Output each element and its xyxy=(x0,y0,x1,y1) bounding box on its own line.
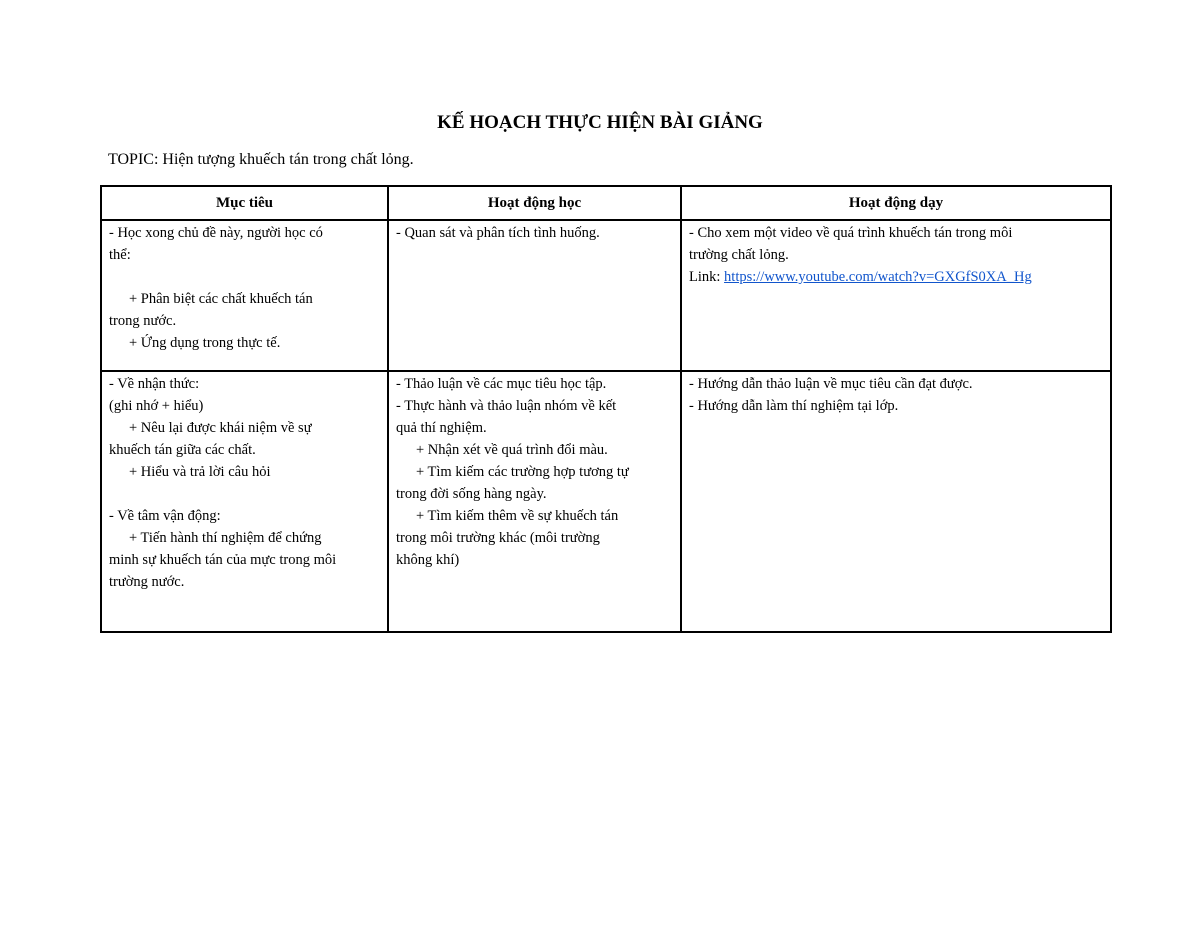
cell-text: minh sự khuếch tán của mực trong môi xyxy=(109,552,337,568)
teaching-activities-cell xyxy=(681,220,1111,371)
header-learning-activities: Hoạt động học xyxy=(388,186,681,220)
blank-line xyxy=(109,266,381,288)
learning-activities-cell xyxy=(388,371,681,632)
cell-text: - Hướng dẫn làm thí nghiệm tại lớp. xyxy=(689,398,899,414)
cell-text: trường nước. xyxy=(109,574,185,590)
link-prefix: Link: xyxy=(689,269,725,285)
cell-text: + Tiến hành thí nghiệm để chứng xyxy=(129,530,322,546)
link-line xyxy=(689,266,1104,288)
cell-text: + Phân biệt các chất khuếch tán xyxy=(129,291,313,307)
cell-text: + Tìm kiếm các trường hợp tương tự xyxy=(416,464,629,480)
table-header-row xyxy=(101,186,1111,220)
cell-text: - Về nhận thức: xyxy=(109,376,200,392)
cell-text: không khí) xyxy=(396,552,460,568)
cell-text: (ghi nhớ + hiểu) xyxy=(109,398,204,414)
cell-text: - Quan sát và phân tích tình huống. xyxy=(396,225,600,241)
cell-text: trong nước. xyxy=(109,313,177,329)
cell-text: - Học xong chủ đề này, người học có xyxy=(109,225,323,241)
cell-text: + Hiểu và trả lời câu hỏi xyxy=(129,464,271,480)
cell-text: + Ứng dụng trong thực tế. xyxy=(129,335,281,351)
blank-line xyxy=(109,483,381,505)
cell-text: - Cho xem một video về quá trình khuếch tán trong môi xyxy=(689,225,1013,241)
learning-activities-cell xyxy=(388,220,681,371)
table-row xyxy=(101,371,1111,632)
table-row xyxy=(101,220,1111,371)
cell-text: + Tìm kiếm thêm về sự khuếch tán xyxy=(416,508,619,524)
cell-text: - Về tâm vận động: xyxy=(109,508,221,524)
cell-text: thể: xyxy=(109,247,131,263)
cell-text: khuếch tán giữa các chất. xyxy=(109,442,256,458)
cell-text: - Thảo luận về các mục tiêu học tập. xyxy=(396,376,607,392)
objectives-cell xyxy=(101,220,388,371)
cell-text: + Nhận xét về quá trình đổi màu. xyxy=(416,442,608,458)
cell-text: trường chất lỏng. xyxy=(689,247,789,263)
lesson-plan-table xyxy=(100,185,1112,633)
cell-text: trong môi trường khác (môi trường xyxy=(396,530,600,546)
header-teaching-activities: Hoạt động dạy xyxy=(681,186,1111,220)
cell-text: - Thực hành và thảo luận nhóm về kết xyxy=(396,398,617,414)
youtube-video-link[interactable]: https://www.youtube.com/watch?v=GXGfS0XA_Hg xyxy=(724,269,1032,285)
cell-text: trong đời sống hàng ngày. xyxy=(396,486,547,502)
topic-line: TOPIC: Hiện tượng khuếch tán trong chất lỏng. xyxy=(108,151,414,168)
document-title: KẾ HOẠCH THỰC HIỆN BÀI GIẢNG xyxy=(437,112,763,133)
cell-text: quả thí nghiệm. xyxy=(396,420,487,436)
objectives-cell xyxy=(101,371,388,632)
teaching-activities-cell xyxy=(681,371,1111,632)
cell-text: - Hướng dẫn thảo luận về mục tiêu cần đạt được. xyxy=(689,376,973,392)
header-objectives: Mục tiêu xyxy=(101,186,388,220)
cell-text: + Nêu lại được khái niệm về sự xyxy=(129,420,312,436)
